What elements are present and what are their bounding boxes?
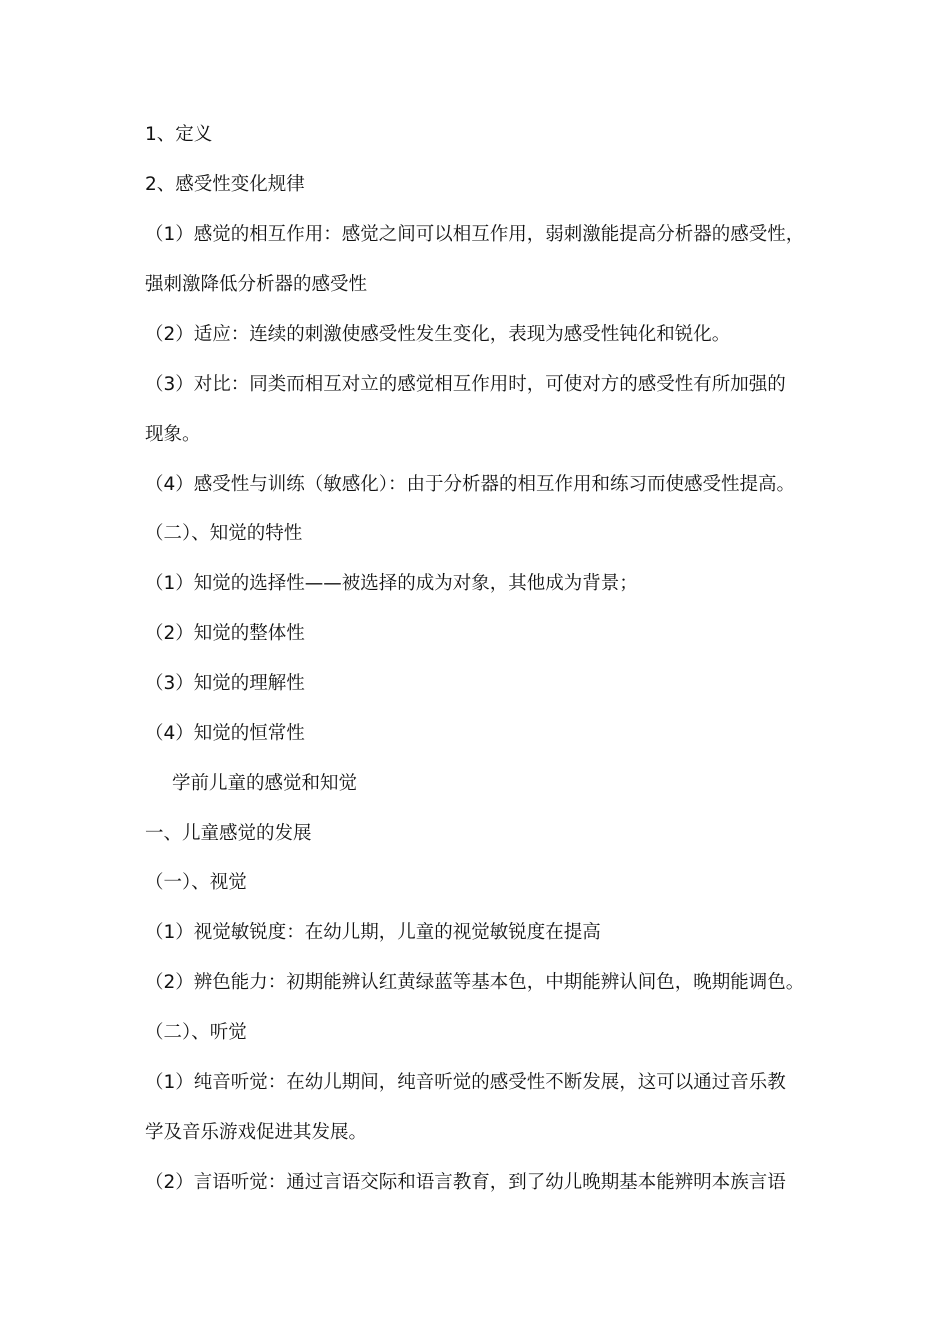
text-line: （1）视觉敏锐度：在幼儿期，儿童的视觉敏锐度在提高 <box>145 922 601 943</box>
text-line: 现象。 <box>145 424 201 445</box>
text-line: 1、定义 <box>145 124 213 145</box>
text-line: 强刺激降低分析器的感受性 <box>145 274 368 295</box>
text-line: （4）感受性与训练（敏感化）：由于分析器的相互作用和练习而使感受性提高。 <box>145 474 796 495</box>
section-heading: （二）、听觉 <box>145 1022 247 1043</box>
text-line: （2）辨色能力：初期能辨认红黄绿蓝等基本色，中期能辨认间色，晚期能调色。 <box>145 972 805 993</box>
section-heading: 一、儿童感觉的发展 <box>145 823 312 844</box>
section-heading: （一）、视觉 <box>145 872 247 893</box>
text-line: （1）知觉的选择性——被选择的成为对象，其他成为背景； <box>145 573 638 594</box>
text-line: （2）知觉的整体性 <box>145 623 305 644</box>
text-line: 2、感受性变化规律 <box>145 174 305 195</box>
text-line: （2）适应：连续的刺激使感受性发生变化，表现为感受性钝化和锐化。 <box>145 324 731 345</box>
text-line: （1）感觉的相互作用：感觉之间可以相互作用，弱刺激能提高分析器的感受性， <box>145 224 805 245</box>
text-line: （3）对比：同类而相互对立的感觉相互作用时，可使对方的感受性有所加强的 <box>145 374 786 395</box>
text-line: （4）知觉的恒常性 <box>145 723 305 744</box>
section-heading: （二）、知觉的特性 <box>145 523 303 544</box>
text-line: 学及音乐游戏促进其发展。 <box>145 1122 368 1143</box>
text-line: （1）纯音听觉：在幼儿期间，纯音听觉的感受性不断发展，这可以通过音乐教 <box>145 1072 786 1093</box>
text-line: （2）言语听觉：通过言语交际和语言教育，到了幼儿晚期基本能辨明本族言语 <box>145 1172 786 1193</box>
chapter-title: 学前儿童的感觉和知觉 <box>172 773 358 794</box>
text-line: （3）知觉的理解性 <box>145 673 305 694</box>
